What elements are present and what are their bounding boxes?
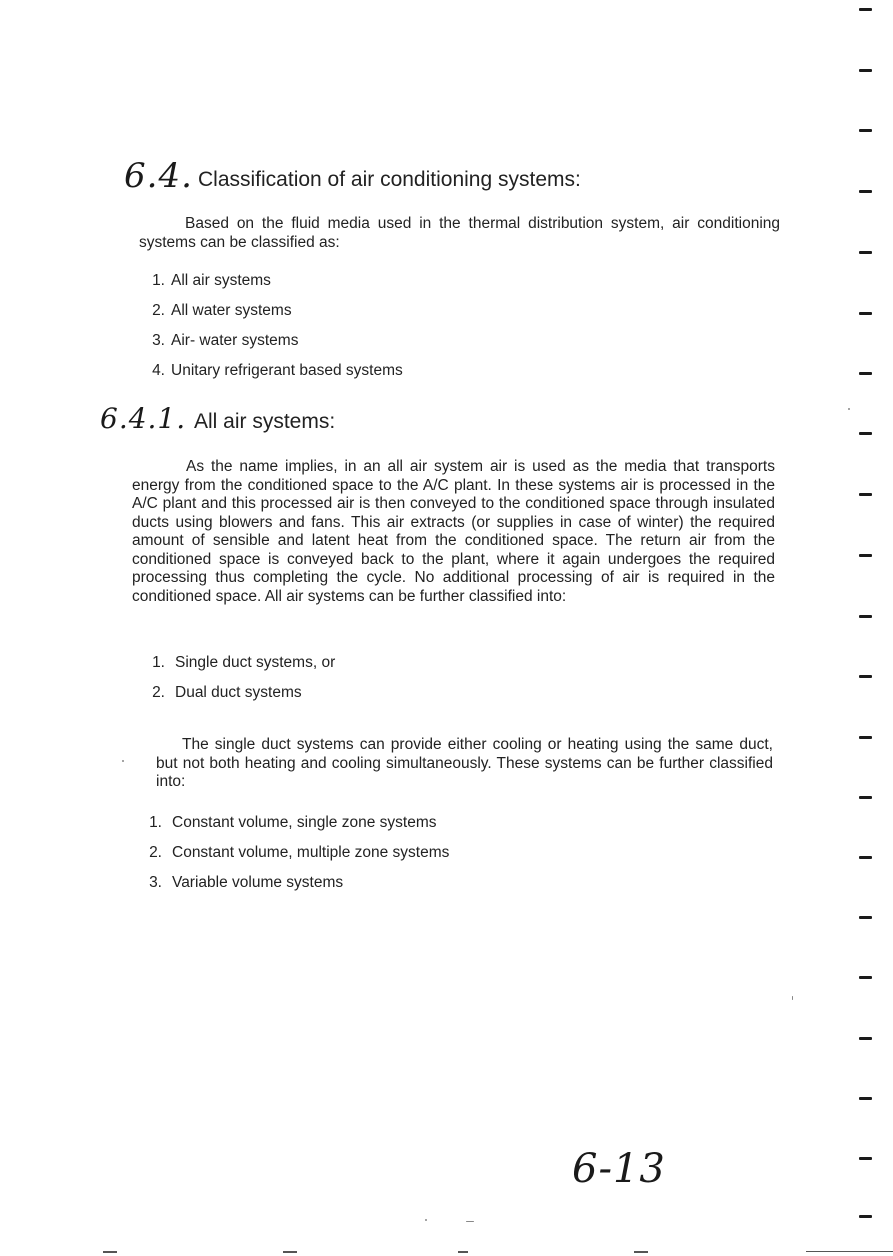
edge-mark [859, 372, 872, 375]
subsection-paragraph [132, 458, 775, 606]
bottom-edge-mark [283, 1251, 297, 1253]
system-types-list [145, 266, 645, 386]
edge-mark [859, 675, 872, 678]
bottom-edge-mark [806, 1251, 893, 1252]
edge-mark [859, 1157, 872, 1160]
subsection-paragraph-text: As the name implies, in an all air system air is used as the media that transports energy from the conditioned space to the A/C plant. In these systems air is processed in the A/C plant and this processed air is then conveyed to the conditioned space through insulated ducts using blowers and fans. This air extracts (or supplies in case of winter) the required amount of sensible and latent heat from the conditioned space. The return air from the conditioned space is conveyed back to the plant, where it again undergoes the required processing thus completing the cycle. No additional processing of air is required in the conditioned space. All air systems can be further classified into: [132, 458, 775, 605]
edge-mark [859, 129, 872, 132]
list-item: 4. Unitary refrigerant based systems [152, 362, 403, 379]
edge-mark [859, 8, 872, 11]
list-item: 1. Constant volume, single zone systems [149, 814, 437, 831]
scan-speck [792, 996, 793, 1000]
edge-mark [859, 976, 872, 979]
list-item: 2. All water systems [152, 302, 292, 319]
page-number: 6-13 [572, 1146, 666, 1192]
section-intro [139, 215, 780, 252]
subsection-title: All air systems: [194, 410, 336, 433]
bottom-edge-mark [103, 1251, 117, 1253]
edge-mark [859, 493, 872, 496]
edge-mark [859, 916, 872, 919]
edge-mark [859, 615, 872, 618]
list-item: 3. Air- water systems [152, 332, 299, 349]
all-air-types-list [145, 648, 645, 708]
scan-speck [848, 408, 850, 410]
edge-mark [859, 312, 872, 315]
edge-mark [859, 554, 872, 557]
list-item: 1. All air systems [152, 272, 271, 289]
list-item: 2. Dual duct systems [152, 684, 302, 701]
scan-speck [425, 1219, 427, 1221]
single-duct-paragraph [156, 736, 773, 792]
edge-mark [859, 736, 872, 739]
list-item: 1. Single duct systems, or [152, 654, 336, 671]
edge-mark [859, 1097, 872, 1100]
edge-mark [859, 432, 872, 435]
scan-speck [466, 1221, 474, 1222]
section-number: 6.4. [124, 156, 193, 196]
single-duct-paragraph-text: The single duct systems can provide either cooling or heating using the same duct, but not both heating and cooling simultaneously. These systems can be further classified into: [156, 736, 773, 790]
section-intro-text: Based on the fluid media used in the thermal distribution system, air conditioning systems can be classified as: [139, 215, 780, 251]
section-title: Classification of air conditioning systems: [198, 168, 581, 191]
edge-mark [859, 251, 872, 254]
single-duct-types-list [142, 808, 642, 898]
edge-mark [859, 1037, 872, 1040]
subsection-number: 6.4.1. [100, 402, 187, 435]
edge-mark [859, 796, 872, 799]
scan-speck [122, 760, 124, 762]
edge-mark [859, 69, 872, 72]
bottom-edge-mark [458, 1251, 468, 1253]
bottom-edge-mark [634, 1251, 648, 1253]
edge-mark [859, 1215, 872, 1218]
edge-mark [859, 190, 872, 193]
list-item: 3. Variable volume systems [149, 874, 344, 891]
list-item: 2. Constant volume, multiple zone systems [149, 844, 450, 861]
edge-mark [859, 856, 872, 859]
